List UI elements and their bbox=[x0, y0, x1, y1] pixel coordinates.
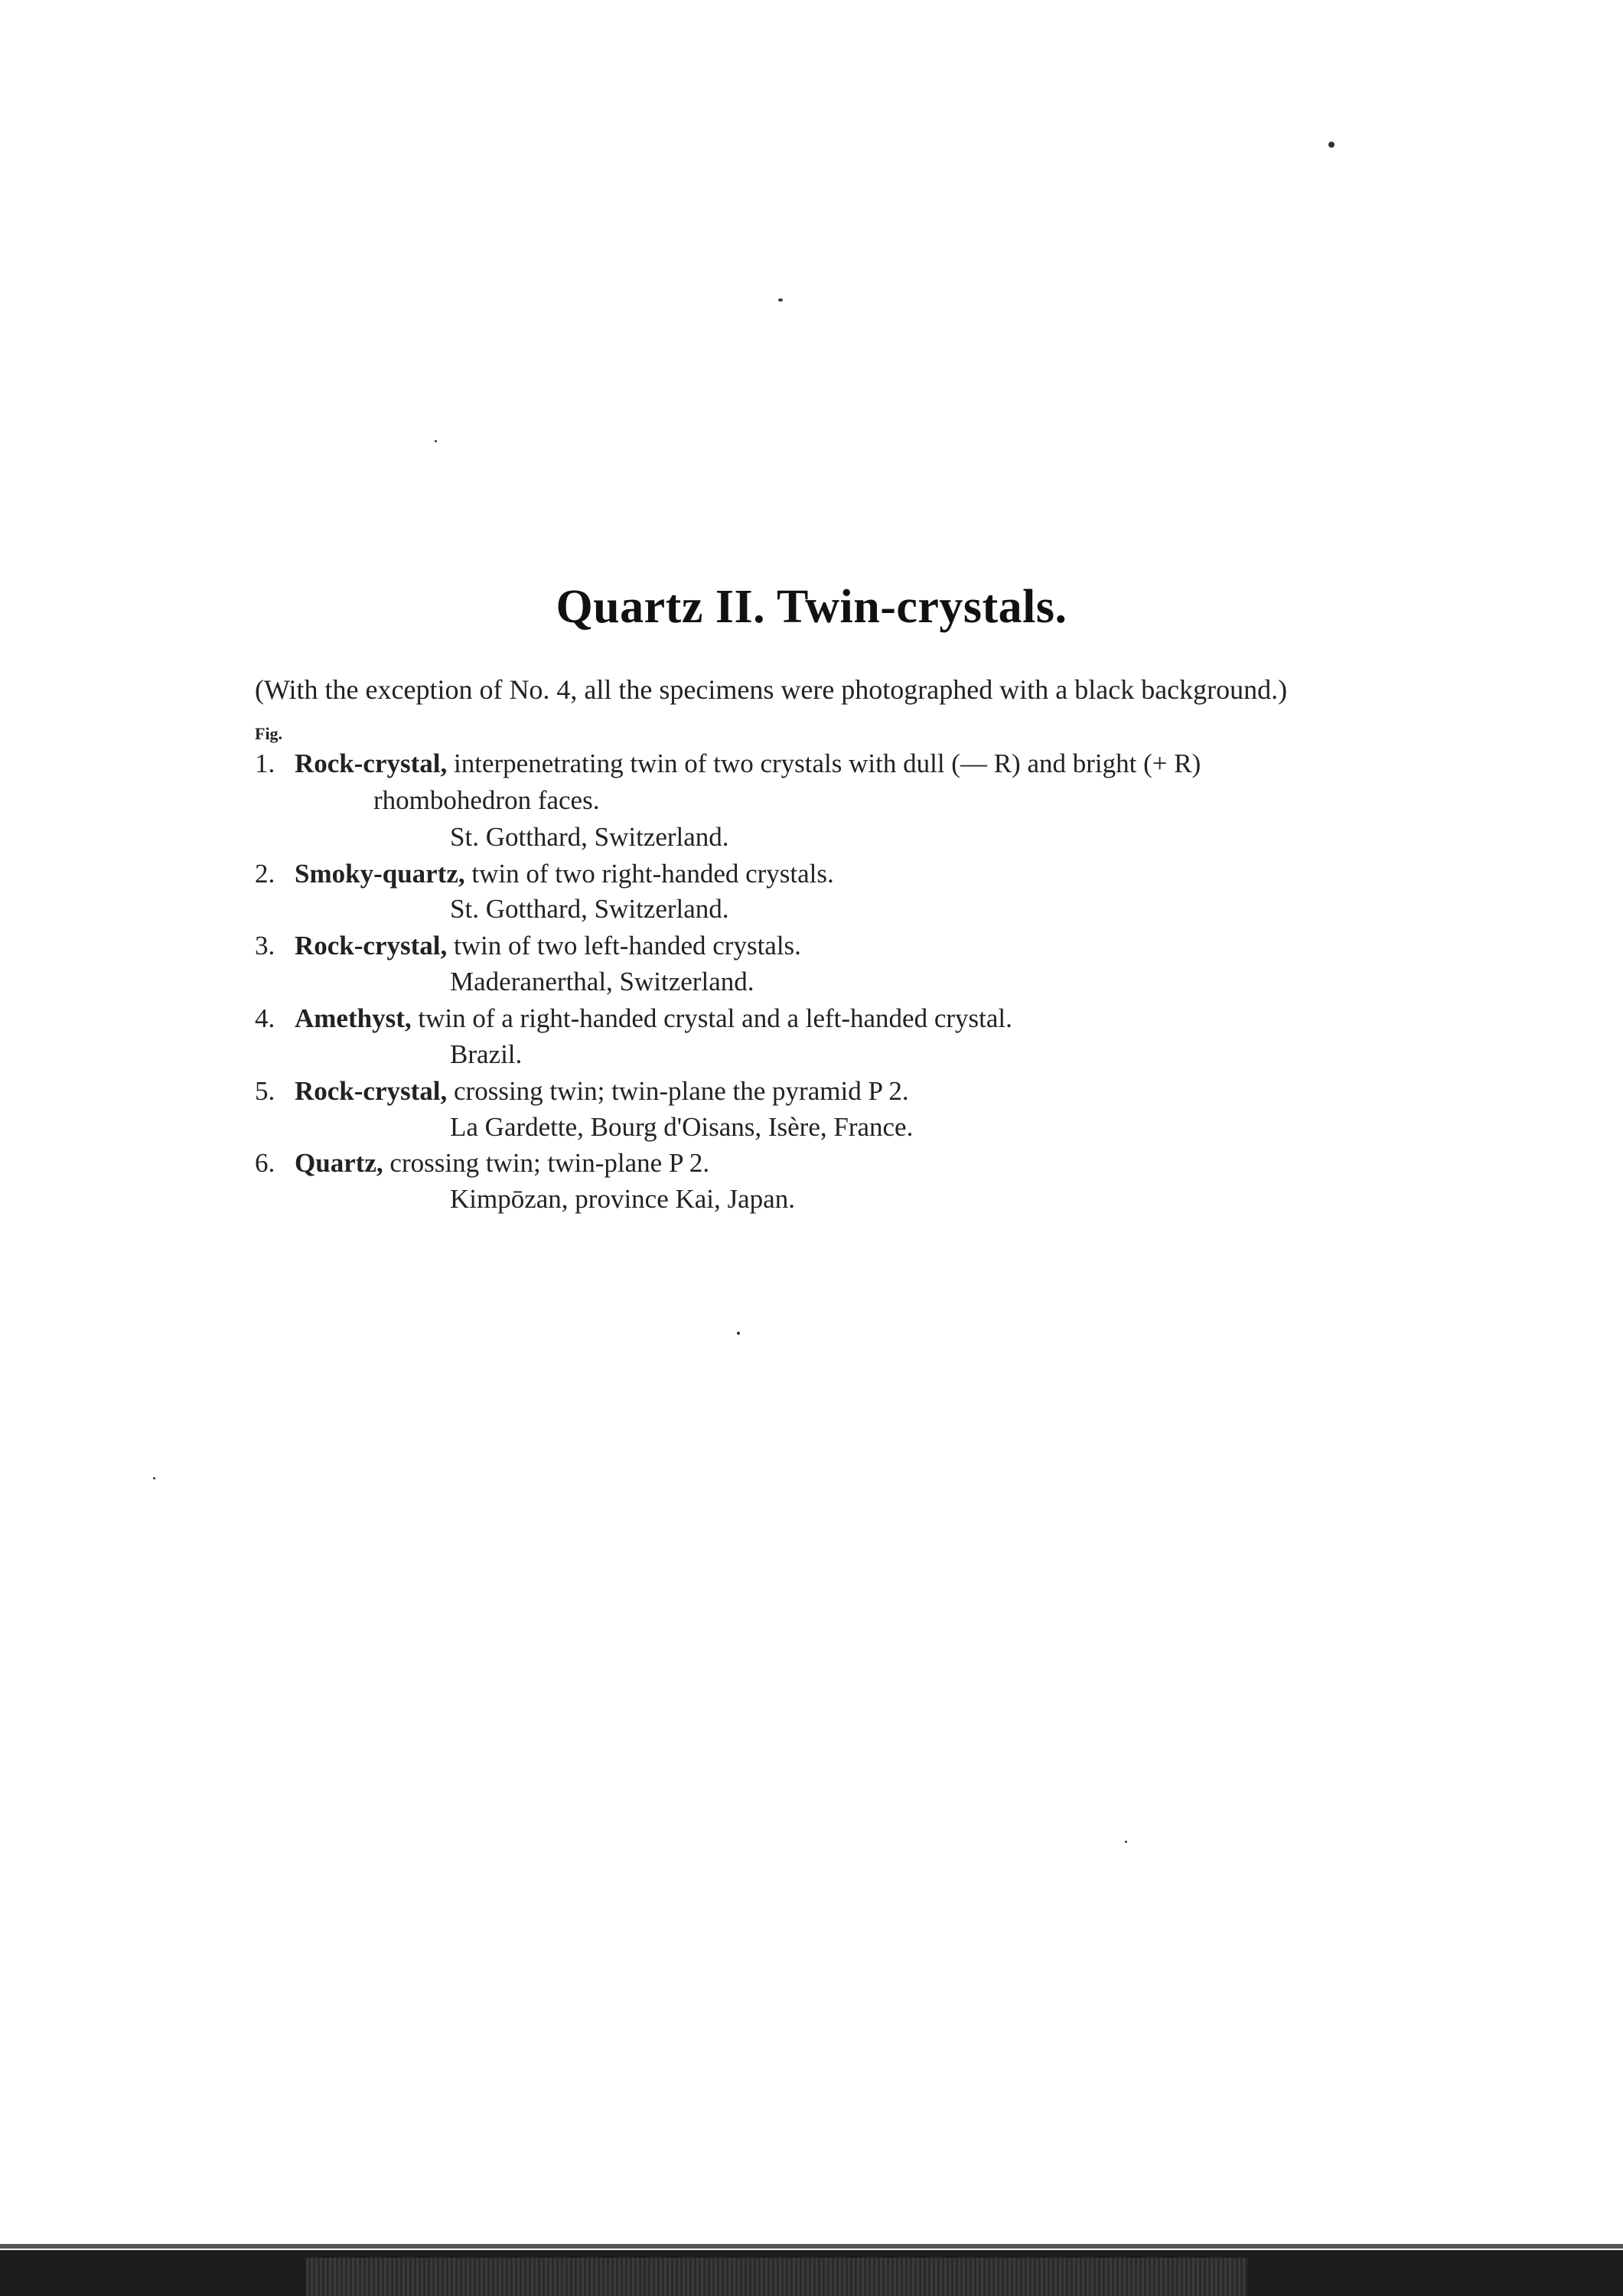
figure-number: 5. bbox=[255, 1076, 275, 1106]
fig-heading: Fig. bbox=[255, 724, 283, 743]
figure-5-locality: La Gardette, Bourg d'Oisans, Isère, France. bbox=[450, 1112, 914, 1142]
figure-description: twin of two right-handed crystals. bbox=[471, 859, 834, 889]
specimen-name: Rock-crystal, bbox=[295, 931, 448, 960]
scan-speck bbox=[778, 298, 783, 302]
specimen-name: Amethyst, bbox=[295, 1003, 412, 1033]
figure-number: 6. bbox=[255, 1148, 275, 1178]
scan-speck bbox=[153, 1477, 155, 1479]
figure-2-line bbox=[255, 859, 834, 889]
figure-4-locality: Brazil. bbox=[450, 1039, 523, 1069]
figure-6-locality: Kimpōzan, province Kai, Japan. bbox=[450, 1184, 795, 1214]
figure-3-locality: Maderanerthal, Switzerland. bbox=[450, 967, 754, 996]
figure-6-line bbox=[255, 1148, 709, 1179]
figure-description: crossing twin; twin-plane P 2. bbox=[389, 1148, 710, 1178]
figure-number: 3. bbox=[255, 931, 275, 960]
figure-1-line bbox=[255, 748, 1201, 779]
figure-1-description-cont: rhombohedron faces. bbox=[373, 785, 600, 815]
figure-description: twin of two left-handed crystals. bbox=[454, 931, 801, 960]
scan-speck bbox=[737, 1332, 740, 1335]
figure-2-locality: St. Gotthard, Switzerland. bbox=[450, 894, 729, 924]
figure-3-line bbox=[255, 931, 801, 961]
figure-4-line bbox=[255, 1003, 1012, 1034]
intro-note: (With the exception of No. 4, all the specimens were photographed with a black background.) bbox=[255, 674, 1288, 705]
scan-speck bbox=[435, 440, 437, 442]
page-title: Quartz II. Twin-crystals. bbox=[556, 581, 1067, 633]
specimen-name: Smoky-quartz, bbox=[295, 859, 465, 889]
scan-speck bbox=[1125, 1841, 1127, 1843]
figure-5-line bbox=[255, 1076, 909, 1107]
figure-number: 2. bbox=[255, 859, 275, 889]
scan-border-edge bbox=[0, 2244, 1623, 2249]
scan-speck bbox=[1328, 142, 1335, 148]
figure-description: crossing twin; twin-plane the pyramid P 2. bbox=[454, 1076, 909, 1106]
figure-description: interpenetrating twin of two crystals with dull (— R) and bright (+ R) bbox=[454, 748, 1201, 778]
figure-description: twin of a right-handed crystal and a left-handed crystal. bbox=[418, 1003, 1012, 1033]
specimen-name: Rock-crystal, bbox=[295, 748, 448, 778]
specimen-name: Quartz, bbox=[295, 1148, 383, 1178]
scan-border-texture bbox=[306, 2258, 1247, 2296]
figure-1-locality: St. Gotthard, Switzerland. bbox=[450, 822, 729, 852]
figure-number: 4. bbox=[255, 1003, 275, 1033]
specimen-name: Rock-crystal, bbox=[295, 1076, 448, 1106]
figure-number: 1. bbox=[255, 748, 275, 778]
